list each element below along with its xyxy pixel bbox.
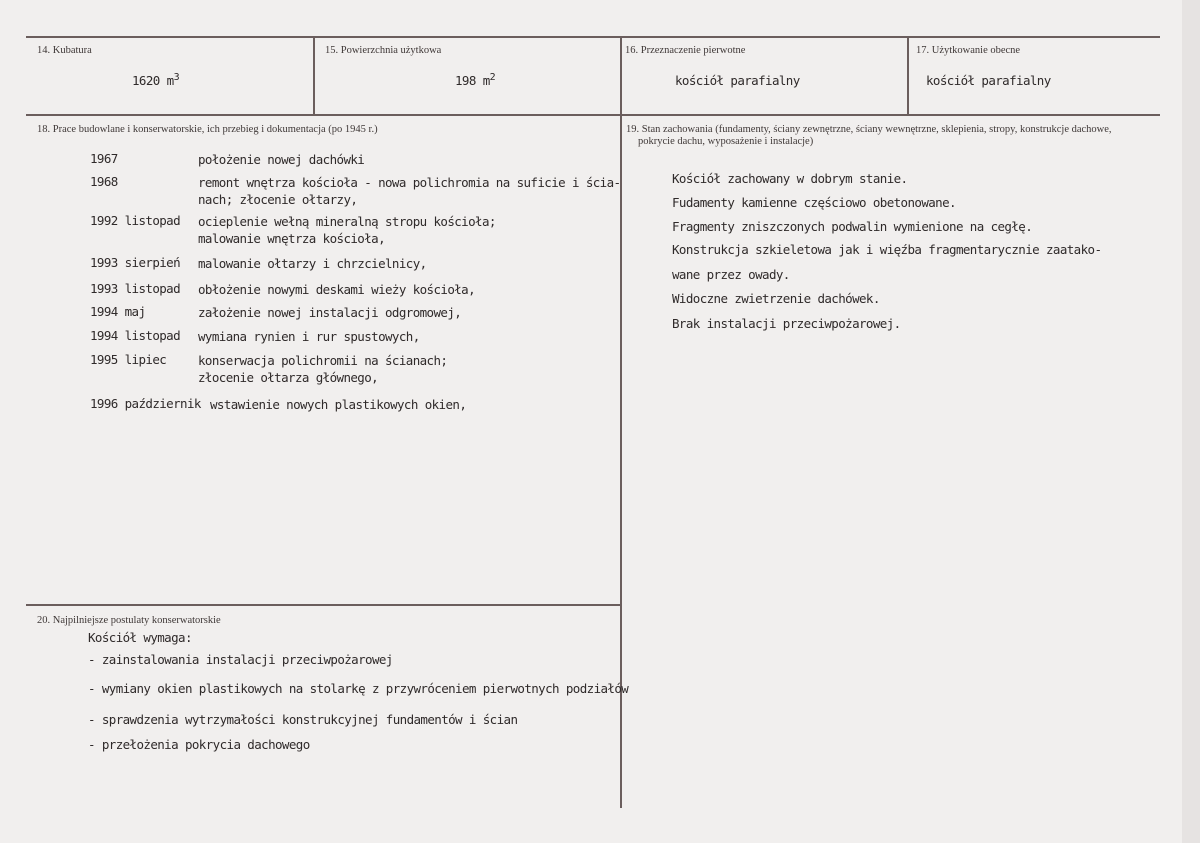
field-14-label: 14. Kubatura: [37, 45, 92, 56]
work-date: 1994 listopad: [90, 328, 181, 343]
work-description: [198, 328, 420, 345]
condition-label-line1: 19. Stan zachowania (fundamenty, ściany zewnętrzne, ściany wewnętrzne, sklepienia, stropy, konstrukcje dachowe,: [626, 124, 1112, 135]
field-14-value: 1620 $m^3$: [132, 72, 179, 89]
work-description: [198, 255, 427, 272]
work-description: [198, 213, 496, 247]
work-date: 1968: [90, 174, 118, 189]
work-description-line: założenie nowej instalacji odgromowej,: [198, 305, 462, 320]
field-15-value: 198 $m^2$: [455, 72, 496, 89]
postulate-item: - sprawdzenia wytrzymałości konstrukcyjnej fundamentów i ścian: [88, 712, 518, 727]
divider-14-15: [313, 36, 315, 115]
row2-rule: [26, 604, 622, 606]
work-description-line: wstawienie nowych plastikowych okien,: [210, 397, 467, 412]
row1-rule: [26, 114, 1160, 116]
work-description-line: malowanie wnętrza kościoła,: [198, 231, 385, 246]
field-16-label: 16. Przeznaczenie pierwotne: [625, 45, 746, 56]
condition-line: Brak instalacji przeciwpożarowej.: [672, 316, 901, 331]
work-description-line: konserwacja polichromii na ścianach;: [198, 353, 448, 368]
condition-line: Widoczne zwietrzenie dachówek.: [672, 291, 880, 306]
field-16-value: kościół parafialny: [675, 73, 800, 88]
work-date: 1992 listopad: [90, 213, 181, 228]
top-rule: [26, 36, 1160, 38]
work-description-line: ocieplenie wełną mineralną stropu kościoła;: [198, 214, 496, 229]
postulates-intro: Kościół wymaga:: [88, 630, 192, 645]
works-label: 18. Prace budowlane i konserwatorskie, ich przebieg i dokumentacja (po 1945 r.): [37, 124, 378, 135]
condition-line: Fudamenty kamienne częściowo obetonowane.: [672, 195, 956, 210]
work-description: [198, 304, 461, 321]
work-date: 1993 sierpień: [90, 255, 181, 270]
condition-label-line2: pokrycie dachu, wyposażenie i instalacje): [638, 136, 814, 147]
work-description-line: malowanie ołtarzy i chrzcielnicy,: [198, 256, 427, 271]
work-description: [210, 396, 466, 413]
work-description-line: nach; złocenie ołtarzy,: [198, 192, 358, 207]
postulate-item: - przełożenia pokrycia dachowego: [88, 737, 310, 752]
condition-line: Kościół zachowany w dobrym stanie.: [672, 171, 908, 186]
work-description-line: położenie nowej dachówki: [198, 152, 365, 167]
work-date: 1967: [90, 151, 118, 166]
field-17-value: kościół parafialny: [926, 73, 1051, 88]
condition-line: Konstrukcja szkieletowa jak i więźba fragmentarycznie zaatako-: [672, 242, 1102, 257]
work-description: [198, 174, 620, 208]
divider-16-17: [907, 36, 909, 115]
field-15-label: 15. Powierzchnia użytkowa: [325, 45, 442, 56]
work-date: 1996 październik: [90, 396, 201, 411]
work-date: 1993 listopad: [90, 281, 181, 296]
work-date: 1995 lipiec: [90, 352, 167, 367]
condition-line: wane przez owady.: [672, 267, 790, 282]
work-description: [198, 281, 475, 298]
field-17-label: 17. Użytkowanie obecne: [916, 45, 1021, 56]
card-edge: [1182, 0, 1200, 843]
work-description-line: wymiana rynien i rur spustowych,: [198, 329, 420, 344]
work-description-line: remont wnętrza kościoła - nowa polichromia na suficie i ścia-: [198, 175, 621, 190]
work-description-line: obłożenie nowymi deskami wieży kościoła,: [198, 282, 476, 297]
work-description-line: złocenie ołtarza głównego,: [198, 370, 379, 385]
postulate-item: - wymiany okien plastikowych na stolarkę z przywróceniem pierwotnych podziałów: [88, 681, 629, 696]
postulate-item: - zainstalowania instalacji przeciwpożarowej: [88, 652, 393, 667]
work-date: 1994 maj: [90, 304, 146, 319]
postulates-label: 20. Najpilniejsze postulaty konserwatorskie: [37, 615, 221, 626]
work-description: [198, 352, 447, 386]
work-description: [198, 151, 364, 168]
condition-line: Fragmenty zniszczonych podwalin wymienione na cegłę.: [672, 219, 1033, 234]
